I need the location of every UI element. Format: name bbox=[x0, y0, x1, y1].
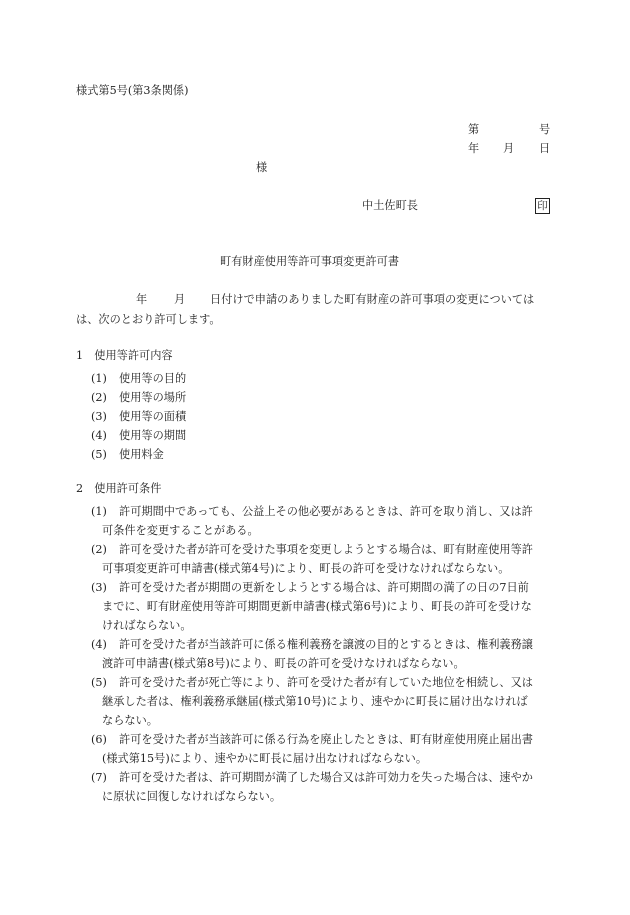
condition-text-line: 許可を受けた者が期間の更新をしようとする場合は、許可期間の満了の日の7日前 bbox=[119, 581, 529, 594]
condition-number: (5) bbox=[91, 676, 107, 689]
condition-number: (6) bbox=[91, 733, 107, 746]
doc-number-suffix: 号 bbox=[539, 123, 551, 136]
section1-item bbox=[91, 445, 164, 464]
issuer-name: 中土佐町長 bbox=[362, 199, 418, 212]
intro-text-line1: 日付けで申請のありました町有財産の許可事項の変更については bbox=[210, 293, 535, 306]
item-number: (1) bbox=[91, 372, 107, 385]
item-number: (3) bbox=[91, 410, 107, 423]
condition-number: (2) bbox=[91, 543, 107, 556]
condition-text-line: 許可を受けた者が当該許可に係る権利義務を譲渡の目的とするときは、権利義務譲 bbox=[119, 638, 533, 651]
section1-item bbox=[91, 369, 186, 388]
condition-number: (1) bbox=[91, 505, 107, 518]
condition-text-line: 許可期間中であっても、公益上その他必要があるときは、許可を取り消し、又は許 bbox=[119, 505, 533, 518]
document-title: 町有財産使用等許可事項変更許可書 bbox=[220, 255, 400, 268]
date-year-label: 年 bbox=[468, 142, 480, 155]
condition-number: (3) bbox=[91, 581, 107, 594]
condition-text-line: 許可を受けた者が死亡等により、許可を受けた者が有していた地位を相続し、又は bbox=[119, 676, 533, 689]
condition-text-line: 可条件を変更することがある。 bbox=[102, 524, 259, 537]
section1-heading: 1 使用等許可内容 bbox=[76, 349, 173, 362]
condition-text-line: (様式第15号)により、速やかに町長に届け出なければならない。 bbox=[102, 752, 428, 765]
section2-heading: 2 使用許可条件 bbox=[76, 482, 162, 495]
seal-mark: 印 bbox=[535, 198, 550, 214]
addressee-suffix: 様 bbox=[256, 161, 268, 174]
form-label: 様式第5号(第3条関係) bbox=[76, 84, 189, 97]
intro-year-label: 年 bbox=[136, 293, 148, 306]
intro-text-line2: は、次のとおり許可します。 bbox=[76, 313, 221, 326]
date-day-label: 日 bbox=[539, 142, 551, 155]
intro-month-label: 月 bbox=[174, 293, 186, 306]
item-text: 使用料金 bbox=[119, 448, 164, 461]
item-text: 使用等の場所 bbox=[119, 391, 187, 404]
item-number: (2) bbox=[91, 391, 107, 404]
condition-text-line: ければならない。 bbox=[102, 619, 192, 632]
condition-text-line: 許可を受けた者が許可を受けた事項を変更しようとする場合は、町有財産使用等許 bbox=[119, 543, 533, 556]
section1-item bbox=[91, 407, 186, 426]
condition-number: (4) bbox=[91, 638, 107, 651]
item-text: 使用等の目的 bbox=[119, 372, 187, 385]
item-number: (4) bbox=[91, 429, 107, 442]
condition-text-line: 許可を受けた者は、許可期間が満了した場合又は許可効力を失った場合は、速やか bbox=[119, 771, 533, 784]
condition-number: (7) bbox=[91, 771, 107, 784]
condition-text-line: ならない。 bbox=[102, 714, 158, 727]
doc-number-prefix: 第 bbox=[468, 123, 480, 136]
condition-text-line: 渡許可申請書(様式第8号)により、町長の許可を受けなければならない。 bbox=[102, 657, 465, 670]
date-month-label: 月 bbox=[503, 142, 515, 155]
condition-text-line: 可事項変更許可申請書(様式第4号)により、町長の許可を受けなければならない。 bbox=[102, 562, 510, 575]
section1-item bbox=[91, 388, 186, 407]
condition-text-line: 許可を受けた者が当該許可に係る行為を廃止したときは、町有財産使用廃止届出書 bbox=[119, 733, 533, 746]
condition-text-line: 継承した者は、権利義務承継届(様式第10号)により、速やかに町長に届け出なければ bbox=[102, 695, 528, 708]
item-text: 使用等の期間 bbox=[119, 429, 187, 442]
condition-text-line: に原状に回復しなければならない。 bbox=[102, 790, 282, 803]
item-text: 使用等の面積 bbox=[119, 410, 187, 423]
condition-text-line: までに、町有財産使用等許可期間更新申請書(様式第6号)により、町長の許可を受けな bbox=[102, 600, 532, 613]
section1-item bbox=[91, 426, 186, 445]
item-number: (5) bbox=[91, 448, 107, 461]
